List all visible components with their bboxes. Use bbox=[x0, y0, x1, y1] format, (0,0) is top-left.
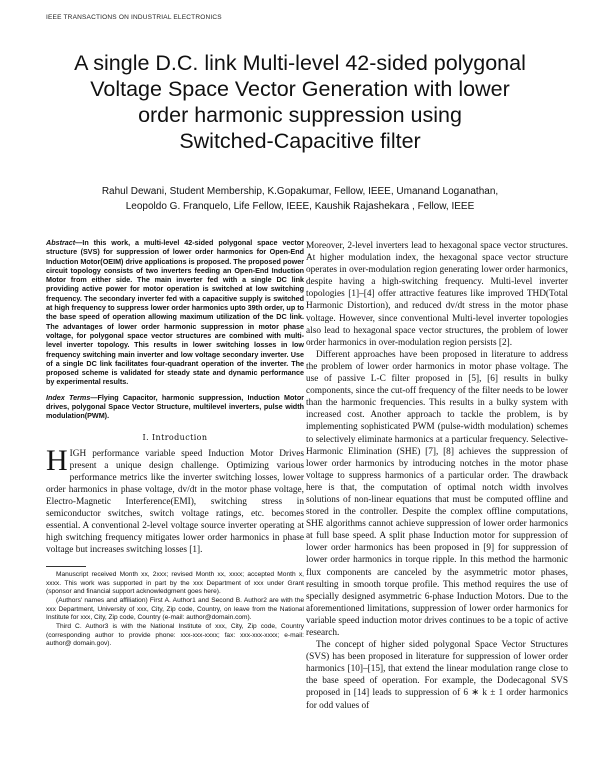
title-line: Switched-Capacitive filter bbox=[179, 129, 421, 153]
section-heading: I. Introduction bbox=[142, 432, 208, 442]
index-terms-text: —Flying Capacitor, harmonic suppression, Induction Motor drives, polygonal Space Vector Structure, multilevel inverters, pulse width modulation(PWM). bbox=[46, 392, 305, 421]
right-column bbox=[306, 240, 568, 712]
abstract-label: Abstract bbox=[46, 238, 76, 247]
index-terms-label: Index Terms bbox=[46, 392, 91, 402]
intro-text: IGH performance variable speed Induction Motor Drives present a unique design challenge. Optimizing various performance metrics like the inverter switching losses, lower order harmonics in phase voltage, dv/dt in the motor phase voltage, Electro-Magnetic Interference(EMI), switching stress in semiconductor switches, switch voltage ratings, etc. becomes essential. A conventional 2-level voltage source inverter operating at high switching frequency mitigates lower order harmonics in phase voltage but increases switching losses [1]. bbox=[46, 448, 304, 556]
footnote: Third C. Author3 is with the National Institute of xxx, City, Zip code, Country (corresponding author to provide phone: xxx-xxx-xxxx; fax: xxx-xxx-xxxx; e-mail: author@ domain.gov). bbox=[46, 623, 304, 647]
abstract bbox=[46, 238, 304, 387]
abstract-text: —In this work, a multi-level 42-sided polygonal space vector structure (SVS) for suppression of lower order harmonics for Open-End Induction Motor(OEIM) drive applications is proposed. The proposed power circuit topology consists of two inverters feeding an Open-End Induction Motor from either side. The main inverter fed with a single DC link providing active power for motor operation is switched at low switching frequency. The secondary inverter fed with a capacitive supply is switched at high frequency to suppress lower order harmonics upto 39th order, up to the base speed of operation allowing maximum utilization of the DC link. The advantages of lower order harmonic suppression in motor phase voltage, for polygonal space vector structures are combined with multi-level inverter topology. This results in lower switching losses in low frequency switching main inverter and low voltage secondary inverter. Use of a single DC link facilitates four-quadrant operation of the inverter. The proposed scheme is validated for steady state and dynamic performance by experimental results. bbox=[46, 238, 304, 387]
body-paragraph: The concept of higher sided polygonal Space Vector Structures (SVS) has been proposed in literature for suppression of lower order harmonics [10]–[15], that extend the linear modulation range close to the base speed of operation. For example, the Dodecagonal SVS proposed in [14] leads to suppression of 6 ∗ k ± 1 order harmonics for odd values of bbox=[306, 640, 568, 711]
drop-cap: H bbox=[46, 443, 68, 477]
journal-header: IEEE TRANSACTIONS ON INDUSTRIAL ELECTRONICS bbox=[46, 14, 222, 21]
author-list bbox=[40, 184, 560, 214]
intro-paragraph bbox=[46, 443, 304, 557]
paper-title bbox=[40, 50, 560, 154]
body-paragraph: Different approaches have been proposed in literature to address the problem of lower order harmonics in motor phase voltage. The use of passive L-C filter proposed in [5], [6] results in bulky components, since the cut-off frequency of the filter needs to be lower than the harmonic frequencies. This results in a bulky system with increased cost. Another approach to tackle the problem, is by implementing sophisticated PWM (pulse-width modulation) schemes to selectively eliminate harmonics at a particular frequency. Selective-Harmonic Elimination (SHE) [7], [8] achieves the suppression of lower order harmonics by introducing notches in the motor phase voltage to suppress harmonics of a particular order. The drawback here is that, the computation of optimal notch width involves solutions of non-linear equations that must be computed offline and stored in the controller. Despite the complex offline computations, SHE algorithms cannot achieve suppression of lower order harmonics at full base speed. A split phase Induction motor for suppression of lower order harmonics has been proposed in [9] for suppression of lower order harmonics in torque ripple. In this method the harmonic flux components are canceled by the asymmetric motor phases, resulting in smooth torque profile. This method requires the use of specially designed asymmetric 6-phase Induction Motors. Due to the aforementioned limitations, suppression of lower order harmonics for variable speed induction motor drives continues to be a topic of active research. bbox=[306, 349, 568, 638]
title-line: Voltage Space Vector Generation with lower bbox=[90, 77, 510, 101]
body-paragraph: Moreover, 2-level inverters lead to hexagonal space vector structures. At higher modulation index, the hexagonal space vector structure operates in over-modulation region generating lower order harmonics, despite having a high-switching frequency. Multi-level inverter topologies [1]–[4] offer attractive features like improved THD(Total Harmonic Distortion), and reduced dv/dt stress in the motor phase voltage. However, since conventional Multi-level inverter topologies also lead to hexagonal space vector structures, the problem of lower order harmonics in over-modulation region persists [2]. bbox=[306, 241, 568, 348]
title-line: A single D.C. link Multi-level 42-sided polygonal bbox=[74, 51, 526, 75]
author-line: Rahul Dewani, Student Membership, K.Gopakumar, Fellow, IEEE, Umanand Loganathan, bbox=[101, 186, 499, 197]
title-line: order harmonic suppression using bbox=[138, 103, 462, 127]
footnote: Manuscript received Month xx, 2xxx; revised Month xx, xxxx; accepted Month x, xxxx. This work was supported in part by the xxx Department of xxx under Grant (sponsor and financial support acknowledgment goes here). bbox=[46, 571, 304, 596]
left-column bbox=[46, 238, 304, 649]
footnote-rule bbox=[46, 566, 86, 567]
author-line: Leopoldo G. Franquelo, Life Fellow, IEEE, Kaushik Rajashekara , Fellow, IEEE bbox=[125, 201, 475, 212]
footnote: (Authors' names and affiliation) First A. Author1 and Second B. Author2 are with the xxx Department, University of xxx, City, Zip code, Country, on leave from the National Institute for xxx, City, Zip code, Country (e-mail: author@domain.com). bbox=[46, 597, 304, 621]
index-terms bbox=[46, 393, 304, 421]
